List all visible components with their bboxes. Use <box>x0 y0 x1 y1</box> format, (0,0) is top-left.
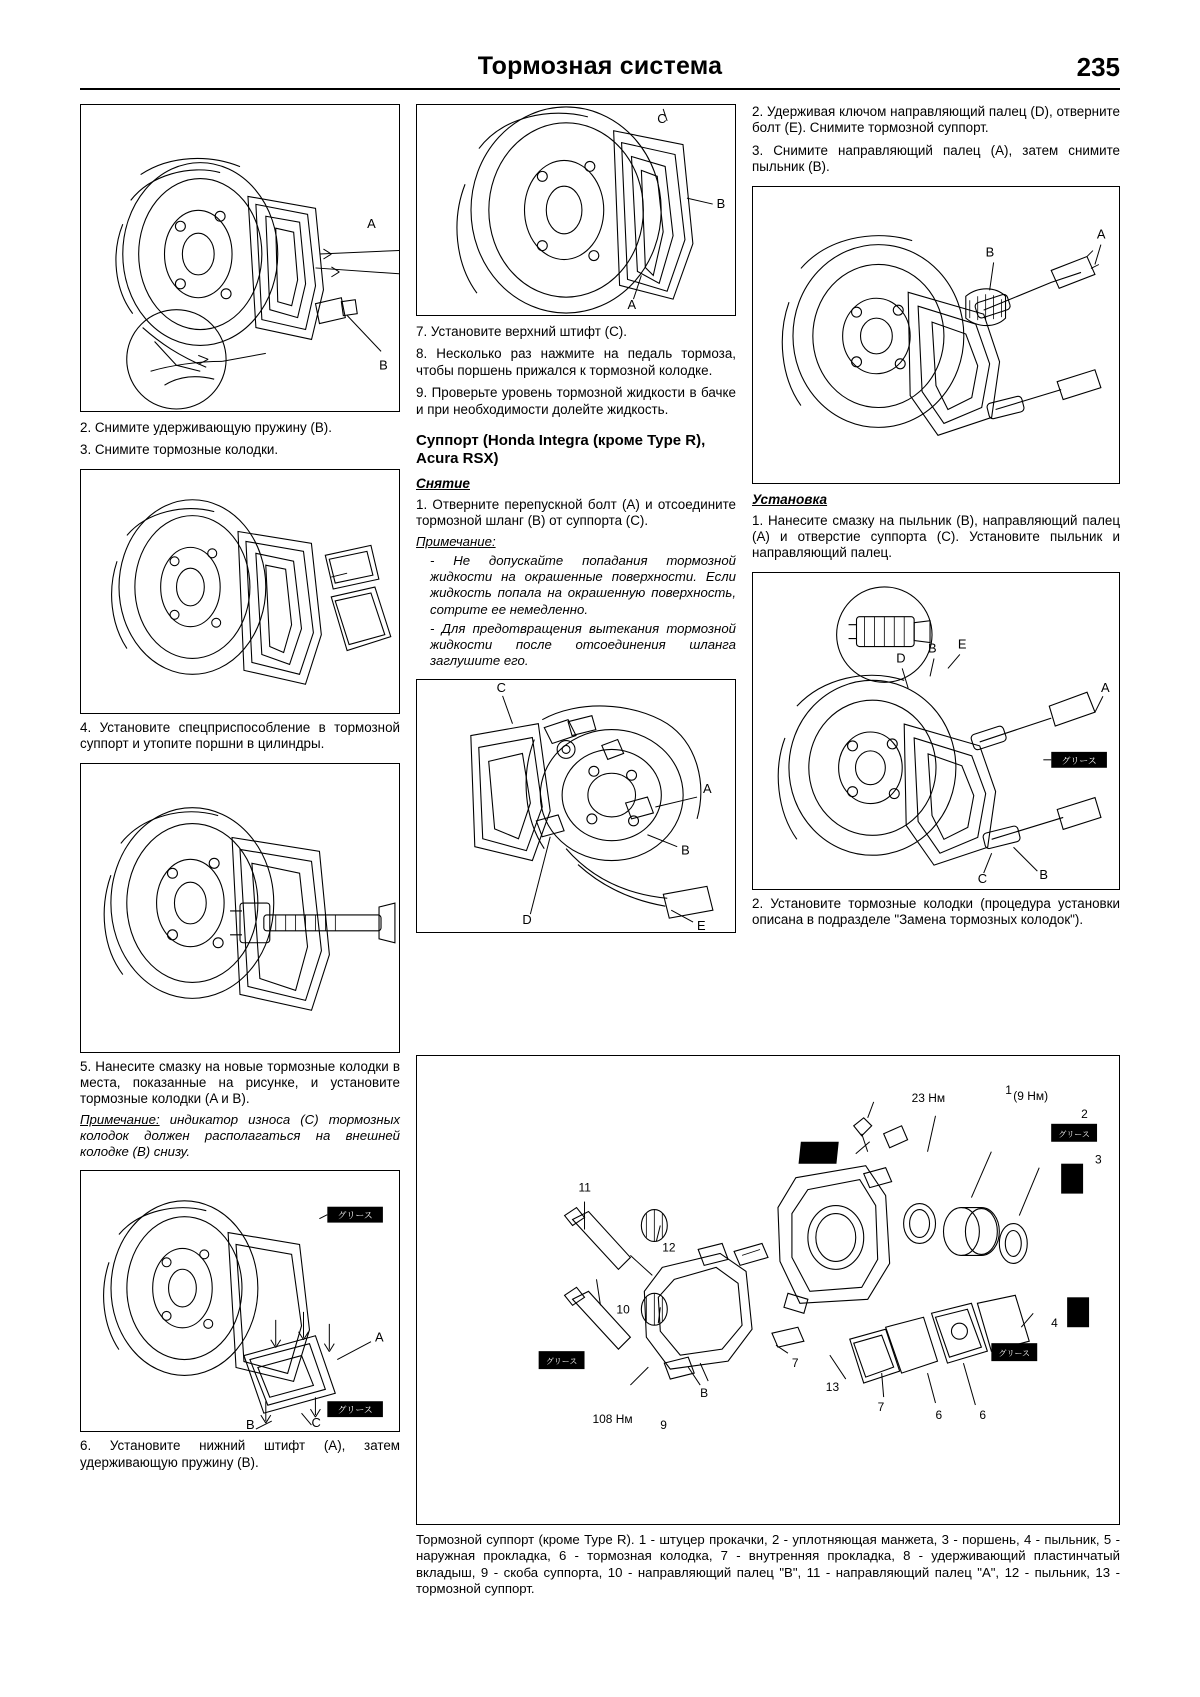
svg-text:C: C <box>311 1415 321 1431</box>
svg-text:C: C <box>977 870 988 886</box>
svg-text:11: 11 <box>578 1180 591 1195</box>
svg-text:グリース: グリース <box>545 1357 578 1367</box>
figure-pad-grease-points <box>80 1170 400 1432</box>
svg-text:3: 3 <box>1095 1152 1102 1167</box>
figure-caliper-removal <box>416 679 736 933</box>
svg-text:A: A <box>367 216 376 232</box>
subsection-installation: Установка <box>752 491 828 507</box>
svg-text:グリース: グリース <box>337 1211 373 1222</box>
section-heading-caliper: Суппорт (Honda Integra (кроме Type R), Acura RSX) <box>416 432 706 468</box>
figure-guide-pin-removal <box>752 186 1120 484</box>
install-step-1: 1. Нанесите смазку на пыльник (B), направляющий палец (A) и отверстие суппорта (C). Установите пыльник и направляющий палец. <box>752 512 1120 561</box>
svg-text:B: B <box>928 640 937 656</box>
svg-text:6: 6 <box>979 1407 987 1422</box>
svg-text:B: B <box>245 1417 255 1432</box>
svg-text:6: 6 <box>935 1407 943 1422</box>
svg-text:10: 10 <box>616 1302 630 1317</box>
svg-text:A: A <box>627 297 637 313</box>
removal-step-1: 1. Отверните перепускной болт (A) и отсоедините тормозной шланг (B) от суппорта (C). <box>416 497 736 529</box>
svg-text:E: E <box>697 918 706 933</box>
svg-text:1: 1 <box>1005 1082 1012 1097</box>
note-label: Примечание: <box>80 1111 160 1127</box>
figure-upper-pin-install <box>416 104 736 316</box>
svg-text:12: 12 <box>662 1240 676 1255</box>
svg-text:E: E <box>957 636 967 652</box>
svg-text:7: 7 <box>791 1356 799 1371</box>
page-header <box>80 52 1120 98</box>
svg-text:C: C <box>657 110 667 126</box>
note-body: индикатор износа (C) тормозных колодок должен располагаться на внешней колодке (B) снизу. <box>80 1111 400 1160</box>
svg-text:D: D <box>896 650 906 666</box>
svg-text:グリース: グリース <box>1061 755 1097 766</box>
step-7-text: 7. Установите верхний штифт (C). <box>416 324 627 339</box>
install-step-2: 2. Установите тормозные колодки (процедура установки описана в подразделе "Замена тормозных колодок"). <box>752 895 1120 928</box>
svg-text:B: B <box>716 196 726 212</box>
svg-text:C: C <box>496 680 506 696</box>
figure-guide-pin-install <box>752 572 1120 890</box>
note-plug-hose: - Для предотвращения вытекания тормозной жидкости после отсоединения шланга заглушите его. <box>430 620 736 669</box>
step-2-text: 2. Снимите удерживающую пружину (B). <box>80 420 332 435</box>
svg-text:(9 Нм): (9 Нм) <box>1013 1088 1049 1103</box>
figure-caliper-exploded-view <box>416 1055 1120 1525</box>
figure-caption-exploded-view: Тормозной суппорт (кроме Type R). 1 - штуцер прокачки, 2 - уплотняющая манжета, 3 - поршень, 4 - пыльник, 5 - наружная прокладка, 6 - тормозная колодка, 7 - внутренняя прокладка, 8 - удерживающий пластинчатый вкладыш, 9 - скоба суппорта, 10 - направляющий палец "B", 11 - направляющий палец "A", 12 - пыльник, 13 - тормозной суппорт. <box>416 1532 1120 1597</box>
svg-text:A: A <box>1096 226 1106 242</box>
right-step-2: 2. Удерживая ключом направляющий палец (D), отверните болт (E). Снимите тормозной суппорт. <box>752 104 1120 136</box>
step-8-text: 8. Несколько раз нажмите на педаль тормоза, чтобы поршень прижался к тормозной колодке. <box>416 346 736 378</box>
svg-text:グリース: グリース <box>998 1349 1031 1359</box>
svg-text:A: A <box>1100 680 1110 696</box>
right-step-3: 3. Снимите направляющий палец (A), затем снимите пыльник (B). <box>752 142 1120 175</box>
subsection-removal: Снятие <box>416 476 470 492</box>
svg-text:B: B <box>379 357 388 373</box>
step-3-text: 3. Снимите тормозные колодки. <box>80 442 279 458</box>
svg-text:2: 2 <box>1081 1106 1088 1121</box>
svg-text:9: 9 <box>660 1417 667 1432</box>
svg-text:B: B <box>1039 866 1048 882</box>
page-number: 235 <box>1076 52 1120 82</box>
column-right <box>752 104 1120 929</box>
step-9-text: 9. Проверьте уровень тормозной жидкости в бачке и при необходимости долейте жидкость. <box>416 385 736 417</box>
svg-text:B: B <box>700 1386 709 1401</box>
step-5-text: 5. Нанесите смазку на новые тормозные колодки в места, показанные на рисунке, и установите тормозные колодки (A и B). <box>80 1058 400 1107</box>
step-6-text: 6. Установите нижний штифт (A), затем удерживающую пружину (B). <box>80 1438 400 1470</box>
note-label-removal <box>416 534 736 550</box>
svg-text:7: 7 <box>877 1399 885 1414</box>
step-4-text: 4. Установите спецприспособление в тормозной суппорт и утопите поршни в цилиндры. <box>80 719 400 752</box>
svg-text:A: A <box>702 781 712 797</box>
svg-text:A: A <box>374 1330 384 1346</box>
note-brake-fluid-paint: - Не допускайте попадания тормозной жидкости на окрашенные поверхности. Если жидкость попала на окрашенную поверхность, сотрите ее немедленно. <box>430 553 736 617</box>
note-wear-indicator <box>80 1112 400 1161</box>
svg-text:4: 4 <box>1051 1316 1058 1331</box>
page-title: Тормозная система <box>477 52 723 80</box>
note-label: Примечание: <box>416 533 496 549</box>
column-middle <box>416 104 736 933</box>
figure-piston-compression-tool <box>80 469 400 714</box>
svg-text:B: B <box>681 843 690 859</box>
svg-text:D: D <box>522 912 532 928</box>
figure-rear-brake-retaining-spring <box>80 104 400 412</box>
svg-text:23 Нм: 23 Нм <box>911 1090 946 1105</box>
svg-text:13: 13 <box>825 1380 840 1395</box>
svg-text:B: B <box>985 244 995 260</box>
svg-text:108 Нм: 108 Нм <box>592 1411 633 1426</box>
svg-text:グリース: グリース <box>1058 1129 1090 1139</box>
column-left <box>80 104 400 1471</box>
svg-text:グリース: グリース <box>337 1405 373 1416</box>
figure-special-tool-installed <box>80 763 400 1053</box>
header-divider <box>80 88 1120 90</box>
